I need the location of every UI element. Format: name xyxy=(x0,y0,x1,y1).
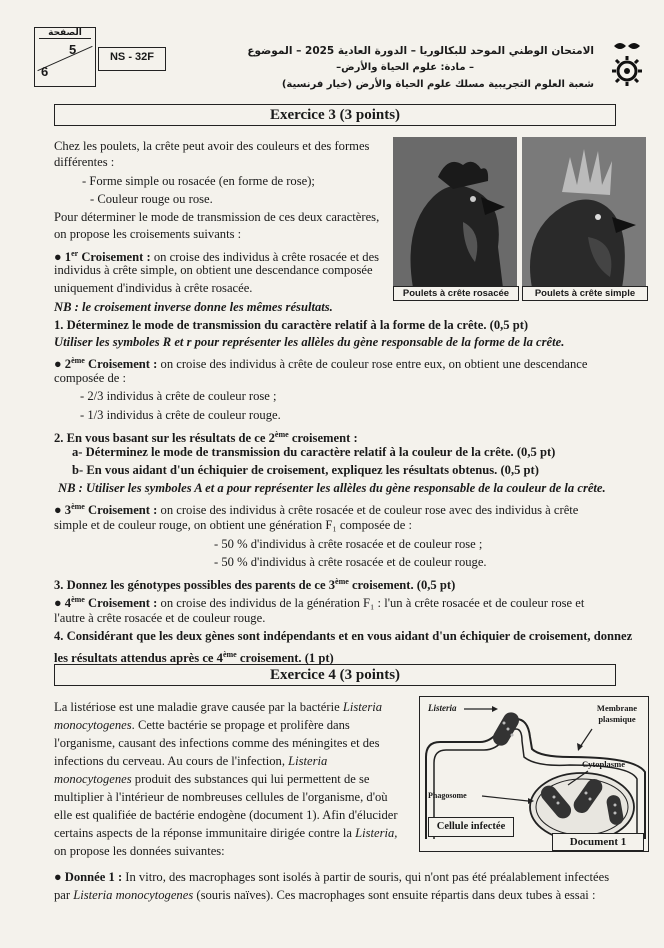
label-listeria: Listeria xyxy=(428,703,457,713)
label-infected-cell: Cellule infectée xyxy=(428,817,514,837)
photo-rosacea-comb xyxy=(393,137,517,288)
cross-1-line: uniquement d'individus à crête rosacée. xyxy=(54,281,253,295)
ex4-para-line: monocytogenes produit des substances qui lui permettent de se xyxy=(54,772,370,786)
document-1-diagram xyxy=(419,696,649,852)
label-cytoplasme: Cytoplasme xyxy=(582,759,625,769)
question-2: 2. En vous basant sur les résultats de ce 2ème croisement : xyxy=(54,430,358,446)
label-membrane: Membrane plasmique xyxy=(596,703,638,724)
ex3-intro-line: on propose les croisements suivants : xyxy=(54,227,242,241)
exam-title: الامتحان الوطني الموحد للبكالوريا – الدورة العادية 2025 – الموضوع xyxy=(247,45,594,57)
question-2a: a- Déterminez le mode de transmission du caractère relatif à la couleur de la crête. (0,5 pt) xyxy=(72,445,556,459)
cross-3-result: - 50 % d'individus à crête rosacée et de couleur rouge. xyxy=(214,555,487,569)
exam-code: NS - 32F xyxy=(109,51,154,63)
ex4-para-line: multiplier à l'intérieur de nombreuses cellules de l'organisme, d'où xyxy=(54,790,388,804)
exercise-3-title: Exercice 3 (3 points) xyxy=(54,104,616,126)
ex4-para-line: elle est qualifiée de bactérie endogène (document 1). Afin d'élucider xyxy=(54,808,398,822)
nb-2: NB : Utiliser les symboles A et a pour représenter les allèles du gène responsable de la couleur de la crête. xyxy=(58,481,606,495)
label-phagosome: Phagosome xyxy=(428,791,467,800)
nb-1: NB : le croisement inverse donne les mêmes résultats. xyxy=(54,300,333,314)
caption-rosacea: Poulets à crête rosacée xyxy=(393,286,519,301)
ex3-intro-line: différentes : xyxy=(54,155,115,169)
ex4-para-line: on propose les données suivantes: xyxy=(54,844,225,858)
page-total: 6 xyxy=(41,64,49,79)
cross-2: ● 2ème Croisement : on croise des individus à crête de couleur rose entre eux, on obtient une descendance xyxy=(54,356,588,372)
page-label: الصفحة xyxy=(39,28,91,39)
cross-3: ● 3ème Croisement : on croise des individus à crête rosacée et de couleur rose avec des individus à crête xyxy=(54,502,579,518)
question-3: 3. Donnez les génotypes possibles des parents de ce 3ème croisement. (0,5 pt) xyxy=(54,577,456,593)
ex4-para-line: La listériose est une maladie grave causée par la bactérie Listeria xyxy=(54,700,383,714)
ex3-intro-line: Chez les poulets, la crête peut avoir des couleurs et des formes xyxy=(54,139,370,153)
ex3-bullet-color: - Couleur rouge ou rose. xyxy=(90,192,213,206)
ex3-intro-line: Pour déterminer le mode de transmission de ces deux caractères, xyxy=(54,210,380,224)
question-4-line: les résultats attendus après ce 4ème croisement. (1 pt) xyxy=(54,650,334,666)
ex4-para-line: infections du cerveau. Au cours de l'infection, Listeria xyxy=(54,754,328,768)
donnee-1-line: par Listeria monocytogenes (souris naïves). Ces macrophages sont ensuite répartis dans deux tubes à essai : xyxy=(54,888,596,902)
ministry-logo xyxy=(606,38,648,92)
label-document-1: Document 1 xyxy=(552,833,644,851)
cross-2-result: - 1/3 individus à crête de couleur rouge. xyxy=(80,408,281,422)
subject-line: – مادة: علوم الحياة والأرض– xyxy=(336,62,474,73)
ex4-para-line: monocytogenes. Cette bactérie se propage et prolifère dans xyxy=(54,718,350,732)
page-number-box xyxy=(34,27,96,87)
caption-simple: Poulets à crête simple xyxy=(522,286,648,301)
ex3-bullet-form: - Forme simple ou rosacée (en forme de rose); xyxy=(82,174,315,188)
cross-3-line: simple et de couleur rouge, on obtient une génération F₁ composée de : xyxy=(54,518,412,532)
exercise-4-title: Exercice 4 (3 points) xyxy=(54,664,616,686)
exam-code-box xyxy=(98,47,166,71)
stream-line: شعبة العلوم التجريبية مسلك علوم الحياة والأرض (خيار فرنسية) xyxy=(281,79,594,90)
question-4: 4. Considérant que les deux gènes sont indépendants et en vous aidant d'un échiquier de croisement, donnez xyxy=(54,629,633,643)
question-1: 1. Déterminez le mode de transmission du caractère relatif à la forme de la crête. (0,5 pt) xyxy=(54,318,529,332)
photo-simple-comb xyxy=(522,137,646,288)
cross-1: ● 1er Croisement : on croise des individus à crête rosacée et des xyxy=(54,249,380,265)
question-2b: b- En vous aidant d'un échiquier de croisement, expliquez les résultats obtenus. (0,5 pt) xyxy=(72,463,539,477)
ex4-para-line: l'organisme, causant des infections comme des méningites et des xyxy=(54,736,380,750)
page-current: 5 xyxy=(69,42,77,57)
cross-2-line: composée de : xyxy=(54,371,127,385)
cross-1-line: individus à crête simple, on obtient une descendance composée xyxy=(54,263,373,277)
cross-4-line: l'autre à crête rosacée et de couleur rouge. xyxy=(54,611,266,625)
donnee-1: ● Donnée 1 : In vitro, des macrophages sont isolés à partir de souris, qui n'ont pas été préalablement infectées xyxy=(54,870,610,884)
cross-4: ● 4ème Croisement : on croise des individus de la génération F₁ : l'un à crête rosacée et de couleur rose et xyxy=(54,595,585,611)
cross-2-result: - 2/3 individus à crête de couleur rose ; xyxy=(80,389,277,403)
cross-3-result: - 50 % d'individus à crête rosacée et de couleur rose ; xyxy=(214,537,483,551)
ex4-para-line: certains aspects de la réponse immunitaire dirigée contre la Listeria, xyxy=(54,826,398,840)
question-1-hint: Utiliser les symboles R et r pour représenter les allèles du gène responsable de la forme de la crête. xyxy=(54,335,565,349)
